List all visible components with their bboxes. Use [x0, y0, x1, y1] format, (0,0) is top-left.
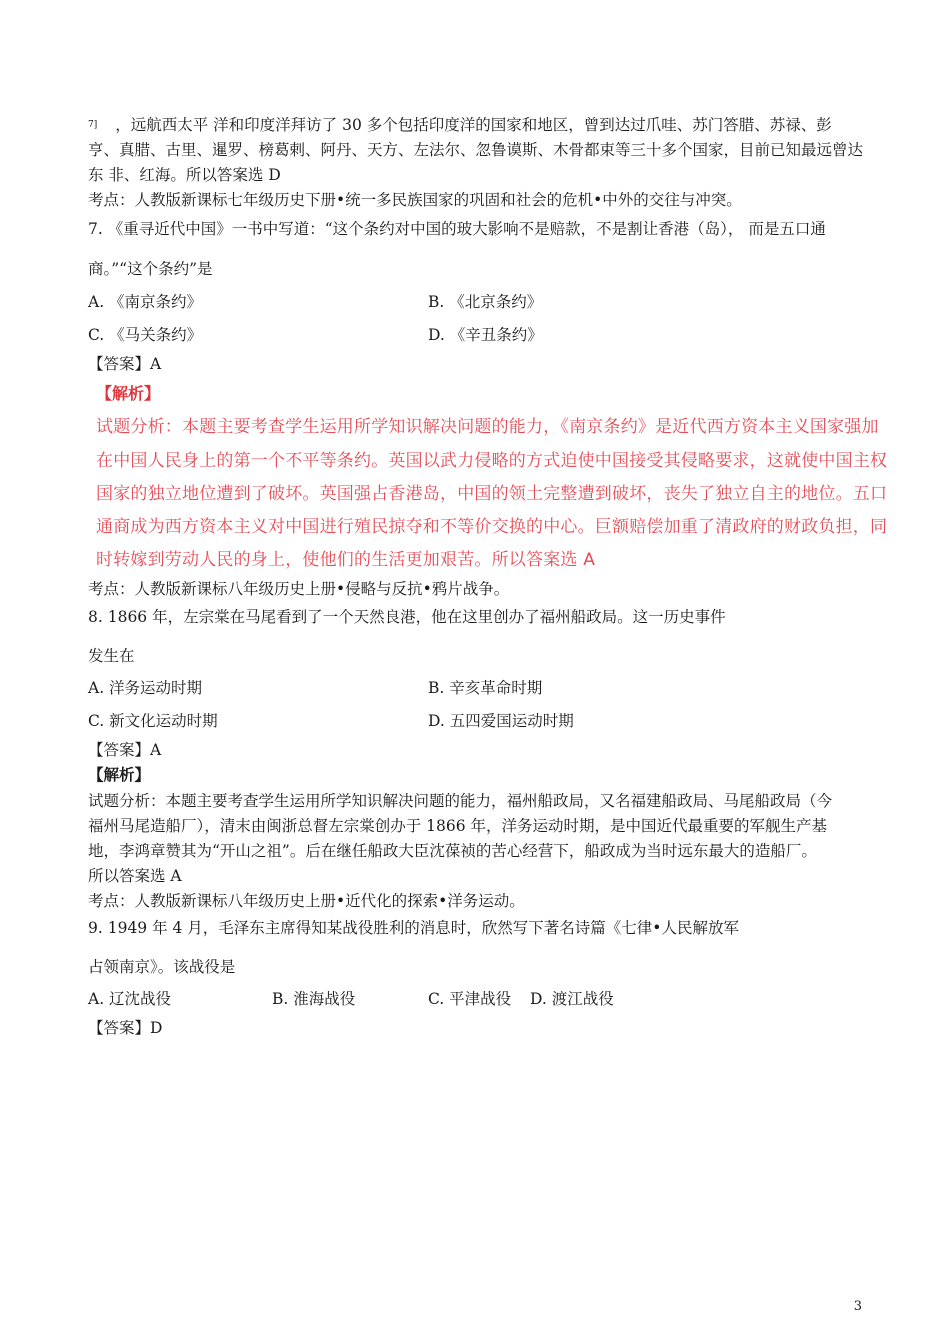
q8-stem-line-1: 8. 1866 年，左宗棠在马尾看到了一个天然良港，他在这里创办了福州船政局。这一历史事件	[88, 608, 726, 626]
q9-stem-line-2: 占领南京》。该战役是	[88, 958, 236, 976]
q8-option-b: B. 辛亥革命时期	[428, 679, 543, 697]
q7-analysis-line-1: 试题分析：本题主要考查学生运用所学知识解决问题的能力，《南京条约》是近代西方资本主义国家强加	[96, 417, 879, 437]
q7-analysis-line-2: 在中国人民身上的第一个不平等条约。英国以武力侵略的方式迫使中国接受其侵略要求，这就使中国主权	[96, 451, 888, 471]
q8-option-d: D. 五四爱国运动时期	[428, 712, 574, 730]
q7-analysis-title: 【解析】	[96, 384, 161, 403]
q7-option-b: B. 《北京条约》	[428, 293, 543, 311]
q7-analysis-line-3: 国家的独立地位遭到了破坏。英国强占香港岛，中国的领土完整遭到破坏，丧失了独立自主的地位。五口	[96, 484, 888, 504]
q8-analysis-title: 【解析】	[88, 765, 151, 784]
q9-option-d: D. 渡江战役	[530, 990, 614, 1008]
q8-analysis-line-3: 地，李鸿章赞其为“开山之祖”。后在继任船政大臣沈葆祯的苦心经营下，船政成为当时远东最大的造船厂。	[88, 842, 817, 860]
q9-option-b: B. 淮海战役	[272, 990, 356, 1008]
intro-kaodian: 考点：人教版新课标七年级历史下册•统一多民族国家的巩固和社会的危机•中外的交往与冲突。	[88, 191, 742, 209]
q8-option-c: C. 新文化运动时期	[88, 712, 218, 730]
intro-line-3: 东 非、红海。所以答案选 D	[88, 166, 281, 184]
q7-kaodian: 考点：人教版新课标八年级历史上册•侵略与反抗•鸦片战争。	[88, 580, 510, 598]
q8-analysis-line-2: 福州马尾造船厂），清末由闽浙总督左宗棠创办于 1866 年，洋务运动时期，是中国近代最重要的军舰生产基	[88, 817, 828, 835]
q8-kaodian: 考点：人教版新课标八年级历史上册•近代化的探索•洋务运动。	[88, 892, 525, 910]
q9-option-a: A. 辽沈战役	[88, 990, 172, 1008]
q9-stem-line-1: 9. 1949 年 4 月，毛泽东主席得知某战役胜利的消息时，欣然写下著名诗篇《七律•人民解放军	[88, 919, 739, 937]
q7-answer: 【答案】A	[88, 355, 162, 373]
intro-line-1	[88, 115, 832, 135]
q9-answer: 【答案】D	[88, 1019, 163, 1037]
q7-option-a: A. 《南京条约》	[88, 293, 203, 311]
q8-analysis-line-1: 试题分析：本题主要考查学生运用所学知识解决问题的能力，福州船政局，又名福建船政局、马尾船政局（今	[88, 792, 833, 810]
q7-stem-line-2: 商。”“这个条约”是	[88, 260, 213, 278]
footnote-ref: 7]	[88, 120, 98, 130]
intro-text-1: ，远航西太平 洋和印度洋拜访了 30 多个包括印度洋的国家和地区，曾到达过爪哇、苏门答腊、苏禄、彭	[115, 116, 832, 134]
q8-option-a: A. 洋务运动时期	[88, 679, 203, 697]
q7-analysis-line-4: 通商成为西方资本主义对中国进行殖民掠夺和不等价交换的中心。巨额赔偿加重了清政府的财政负担，同	[96, 517, 888, 537]
q7-option-d: D. 《辛丑条约》	[428, 326, 543, 344]
q7-option-c: C. 《马关条约》	[88, 326, 203, 344]
q9-option-c: C. 平津战役	[428, 990, 512, 1008]
intro-line-2: 亨、真腊、古里、暹罗、榜葛剌、阿丹、天方、左法尔、忽鲁谟斯、木骨都束等三十多个国家，目前已知最远曾达	[88, 141, 864, 159]
q7-stem-line-1: 7. 《重寻近代中国》一书中写道：“这个条约对中国的玻大影响不是赔款，不是割让香港（岛）， 而是五口通	[88, 220, 826, 238]
q7-analysis-line-5: 时转嫁到劳动人民的身上，使他们的生活更加艰苦。所以答案选 A	[96, 550, 596, 570]
page-number: 3	[853, 1299, 862, 1314]
q8-answer: 【答案】A	[88, 741, 162, 759]
q8-analysis-line-4: 所以答案选 A	[88, 867, 182, 885]
q8-stem-line-2: 发生在	[88, 647, 135, 665]
